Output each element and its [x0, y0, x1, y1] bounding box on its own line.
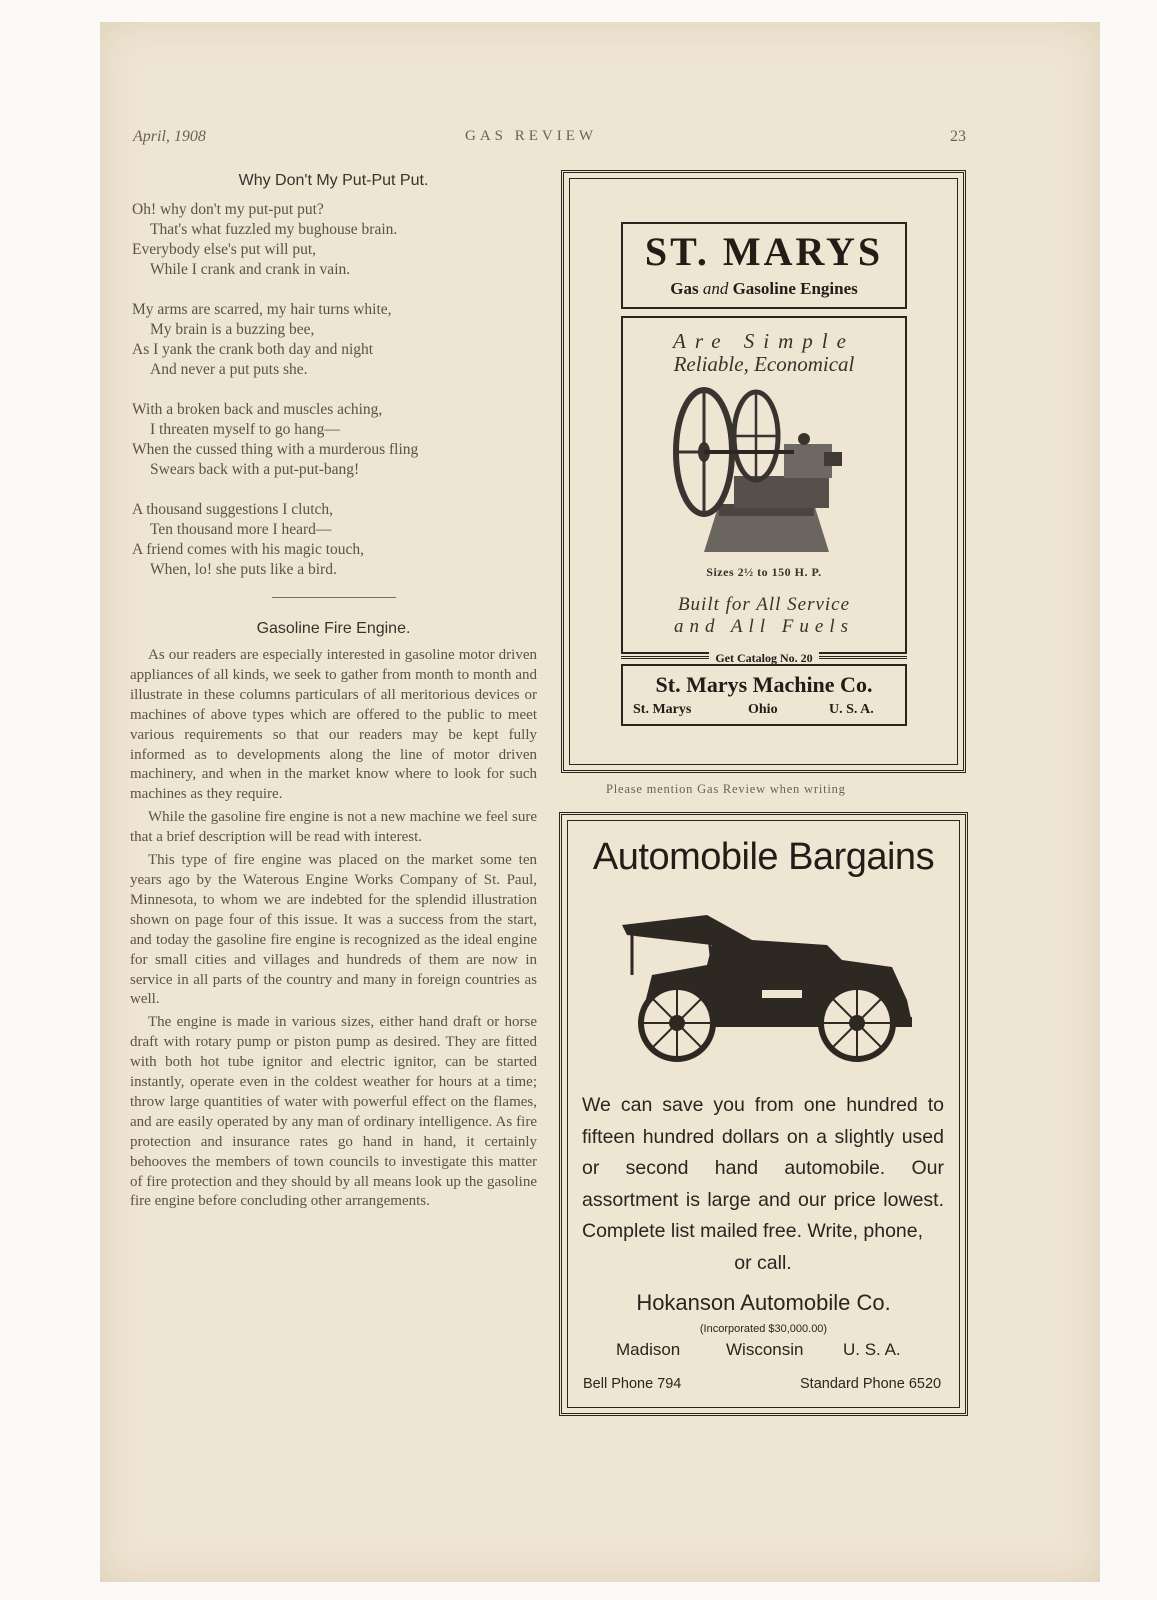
poem-line: A thousand suggestions I clutch,: [132, 501, 334, 518]
hokanson-state: Wisconsin: [726, 1340, 804, 1359]
st-marys-company-box: [621, 664, 907, 726]
st-marys-brand: ST. MARYS: [644, 229, 884, 274]
poem-stanza: [132, 500, 552, 580]
standard-phone: Standard Phone 6520: [800, 1376, 942, 1392]
poem-line: That's what fuzzled my bughouse brain.: [150, 221, 398, 238]
poem-line: Oh! why don't my put-put put?: [132, 201, 324, 218]
poem-line: With a broken back and muscles aching,: [132, 401, 383, 418]
article-body: [130, 646, 537, 1215]
touring-car-illustration: [612, 905, 922, 1065]
st-marys-slogan: Built for All Service: [677, 594, 851, 615]
st-marys-subtitle: Gas and Gasoline Engines: [670, 279, 858, 298]
article-title: Gasoline Fire Engine.: [256, 620, 411, 637]
st-marys-slogan: and All Fuels: [673, 616, 855, 637]
st-marys-feature-box: [621, 316, 907, 654]
issue-date: April, 1908: [133, 128, 206, 145]
st-marys-state: Ohio: [748, 702, 778, 717]
st-marys-city: St. Marys: [633, 702, 692, 717]
mention-note: Please mention Gas Review when writing: [606, 782, 846, 796]
article-paragraph: While the gasoline fire engine is not a new machine we feel sure that a brief description will be read with interest.: [130, 809, 537, 846]
automobile-ad-title: Automobile Bargains: [592, 836, 935, 878]
st-marys-company-name: St. Marys Machine Co.: [655, 672, 873, 697]
poem-line: Ten thousand more I heard—: [150, 521, 332, 538]
poem-line: Swears back with a put-put-bang!: [150, 461, 360, 478]
poem-line: While I crank and crank in vain.: [150, 261, 351, 278]
poem-title: Why Don't My Put-Put Put.: [238, 172, 429, 189]
automobile-ad-copy: We can save you from one hundred to fifteen hundred dollars on a slightly used or second hand automobile. Our assortment is large and our price lowest. Complete list mailed free. Write, phone,: [582, 1094, 944, 1242]
st-marys-sizes: Sizes 2½ to 150 H. P.: [706, 565, 822, 579]
st-marys-country: U. S. A.: [829, 702, 874, 717]
poem-stanza: [132, 300, 552, 380]
st-marys-tagline: Reliable, Economical: [673, 352, 855, 376]
bell-phone: Bell Phone 794: [583, 1376, 682, 1392]
poem-line: Everybody else's put will put,: [132, 241, 317, 258]
poem-body: [132, 200, 552, 600]
automobile-ad-copy-end: or call.: [734, 1251, 792, 1274]
poem-line: When, lo! she puts like a bird.: [150, 561, 337, 578]
page-number: 23: [950, 128, 966, 145]
poem-stanza: [132, 200, 552, 280]
poem-line: And never a put puts she.: [150, 361, 308, 378]
poem-line: When the cussed thing with a murderous fling: [132, 441, 419, 458]
st-marys-brand-box: [621, 222, 907, 309]
poem-line: As I yank the crank both day and night: [132, 341, 374, 358]
article-paragraph: The engine is made in various sizes, either hand draft or horse draft with rotary pump or piston pump as desired. They are fitted with both hot tube ignitor and electric ignitor, can be started instantly, operate even in the coldest weather for hours at a time; throw large quantities of water with powerful effect on the flames, and are easily operated by any man of ordinary intelligence. As fire protection and insurance rates go hand in hand, it certainly behooves the members of town councils to investigate this matter of fire protection and they should by all means look up the gasoline fire engine before concluding other arrangements.: [130, 1014, 537, 1210]
hokanson-city: Madison: [616, 1340, 681, 1359]
hokanson-company-name: Hokanson Automobile Co.: [636, 1290, 891, 1315]
engine-illustration: [664, 384, 864, 559]
publication-title: GAS REVIEW: [465, 128, 598, 144]
section-divider: [272, 597, 396, 598]
article-paragraph: As our readers are especially interested in gasoline motor driven appliances of all kinds, we seek to gather from month to month and illustrate in these columns particulars of all meritorious devices or machines of above types which are offered to the public to meet various requirements so that our readers may be kept fully informed as to developments along the line of motor driven machinery, and when in the market know where to look for such machines as they require.: [130, 647, 537, 803]
hokanson-country: U. S. A.: [843, 1340, 901, 1359]
poem-line: My brain is a buzzing bee,: [150, 321, 315, 338]
st-marys-catalog-line: Get Catalog No. 20: [621, 651, 907, 666]
st-marys-tagline: Are Simple: [673, 329, 855, 353]
poem-stanza: [132, 400, 552, 480]
poem-line: A friend comes with his magic touch,: [132, 541, 365, 558]
poem-line: I threaten myself to go hang—: [150, 421, 340, 438]
article-paragraph: This type of fire engine was placed on the market some ten years ago by the Waterous Engine Works Company of St. Paul, Minnesota, to whom we are indebted for the splendid illustration shown on page four of this issue. It was a success from the start, and today the gasoline fire engine is recognized as the ideal engine for small cities and villages and hundreds of them are now in service in all parts of the country and many in foreign countries as well.: [130, 852, 537, 1008]
automobile-ad-body: [582, 1090, 944, 1279]
hokanson-incorporation: (Incorporated $30,000.00): [699, 1323, 828, 1335]
poem-line: My arms are scarred, my hair turns white,: [132, 301, 392, 318]
